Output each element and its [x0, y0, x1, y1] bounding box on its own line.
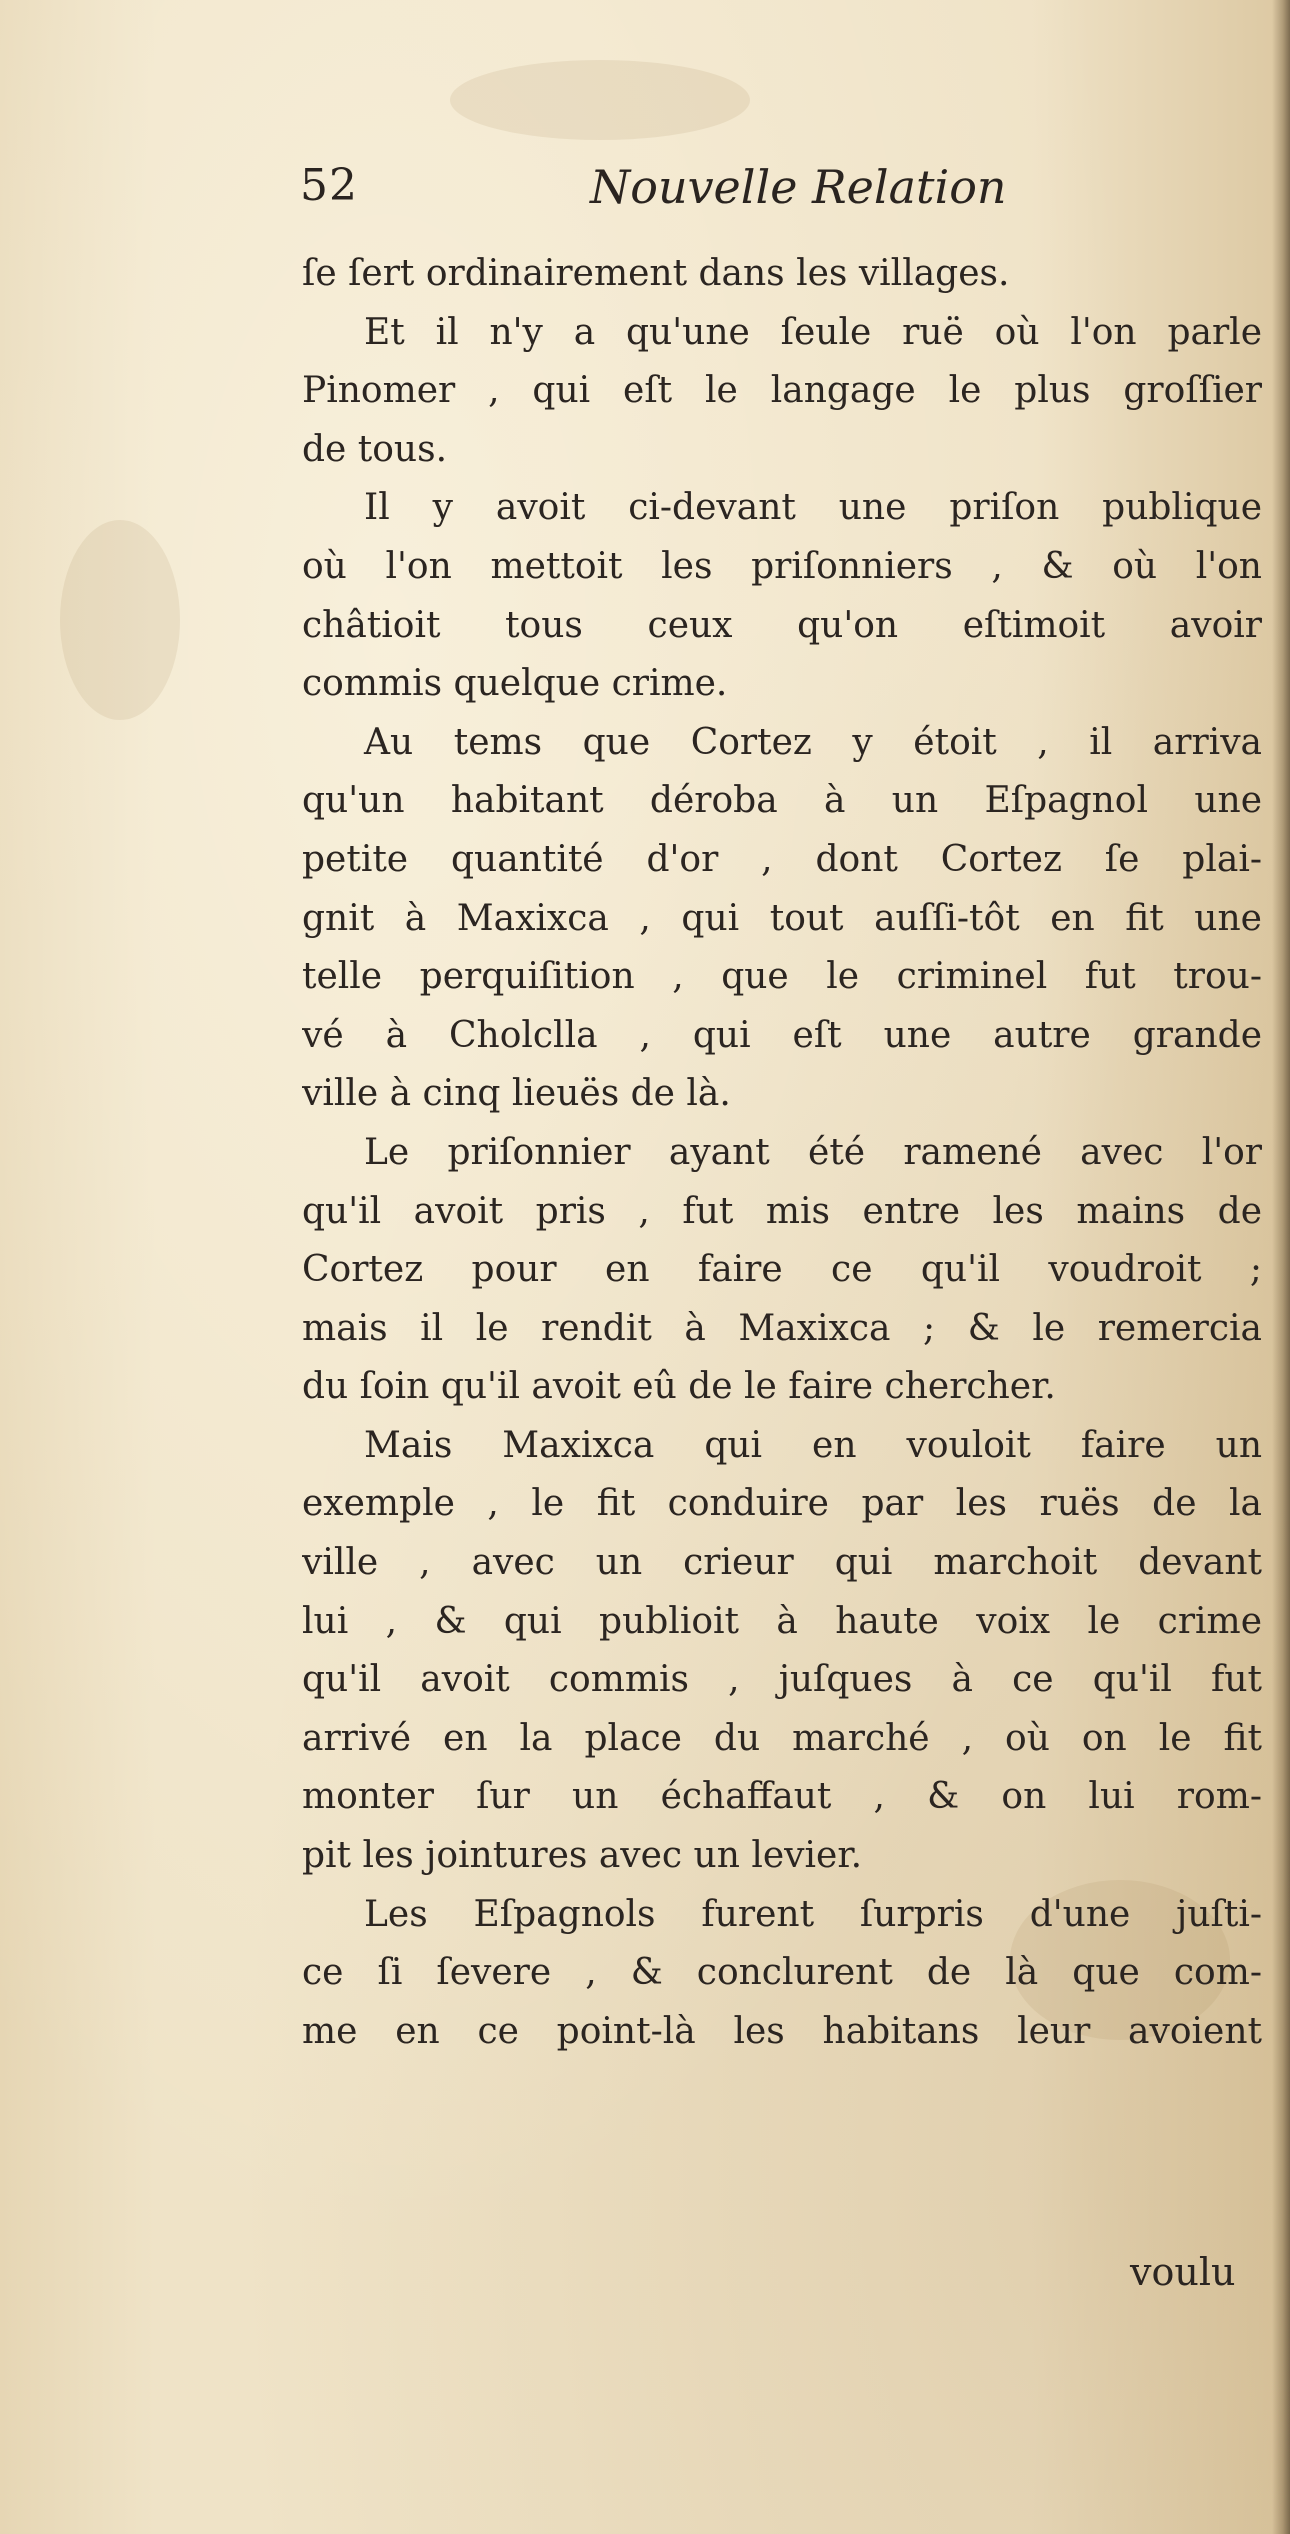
text-line: mais il le rendit à Maxixca ; & le remercia	[302, 1307, 1262, 1349]
text-line: ville à cinq lieuës de là.	[302, 1073, 731, 1115]
text-line: petite quantité d'or , dont Cortez ſe plai-	[302, 838, 1262, 880]
running-title: Nouvelle Relation	[590, 160, 1007, 214]
text-line: telle perquiſition , que le criminel fut trou-	[302, 956, 1262, 998]
text-line: Et il n'y a qu'une ſeule ruë où l'on parle	[364, 311, 1262, 353]
text-line: gnit à Maxixca , qui tout auſſi-tôt en fit une	[302, 897, 1262, 939]
text-line: Les Eſpagnols furent ſurpris d'une juſti-	[364, 1893, 1262, 1935]
text-line: ville , avec un crieur qui marchoit devant	[302, 1542, 1262, 1584]
page-number: 52	[300, 160, 358, 211]
paper-stain	[60, 520, 180, 720]
text-line: Le priſonnier ayant été ramené avec l'or	[364, 1131, 1262, 1173]
text-line: qu'il avoit commis , juſques à ce qu'il fut	[302, 1659, 1262, 1701]
text-line: ce ſi ſevere , & conclurent de là que com-	[302, 1952, 1262, 1994]
text-line: commis quelque crime.	[302, 663, 728, 705]
page-header	[300, 160, 1020, 230]
text-line: qu'il avoit pris , fut mis entre les mains de	[302, 1190, 1262, 1232]
body-text	[302, 245, 1262, 2061]
text-line: lui , & qui publioit à haute voix le crime	[302, 1600, 1262, 1642]
text-line: Il y avoit ci-devant une priſon publique	[364, 487, 1262, 529]
text-line: me en ce point-là les habitans leur avoient	[302, 2010, 1262, 2052]
paper-stain	[450, 60, 750, 140]
text-line: vé à Cholclla , qui eſt une autre grande	[302, 1014, 1262, 1056]
text-line: qu'un habitant déroba à un Eſpagnol une	[302, 780, 1262, 822]
text-line: châtioit tous ceux qu'on eſtimoit avoir	[302, 604, 1262, 646]
text-line: Mais Maxixca qui en vouloit faire un	[364, 1424, 1262, 1466]
text-line: pit les jointures avec un levier.	[302, 1835, 863, 1877]
page-edge-shadow	[1272, 0, 1290, 2534]
catchword: voulu	[1130, 2250, 1236, 2294]
text-line: ſe ſert ordinairement dans les villages.	[302, 253, 1010, 294]
text-line: monter ſur un échaffaut , & on lui rom-	[302, 1776, 1262, 1818]
text-line: Au tems que Cortez y étoit , il arriva	[364, 721, 1262, 763]
text-line: Cortez pour en faire ce qu'il voudroit ;	[302, 1249, 1262, 1291]
text-line: de tous.	[302, 428, 448, 470]
text-line: arrivé en la place du marché , où on le fit	[302, 1717, 1262, 1759]
text-line: Pinomer , qui eſt le langage le plus groſſier	[302, 370, 1262, 412]
text-line: du ſoin qu'il avoit eû de le faire chercher.	[302, 1366, 1056, 1408]
text-line: où l'on mettoit les priſonniers , & où l'on	[302, 545, 1262, 587]
text-line: exemple , le fit conduire par les ruës de la	[302, 1483, 1262, 1525]
